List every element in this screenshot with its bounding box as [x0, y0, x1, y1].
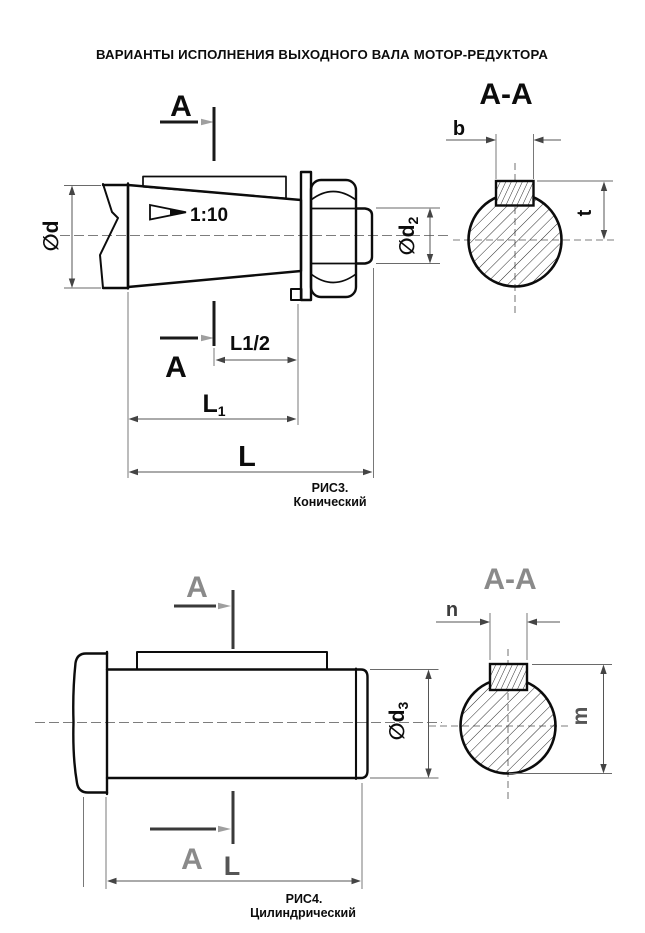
fig3-conical-view [40, 90, 448, 509]
section-view-title: A-A [479, 78, 533, 111]
key-cross-section [490, 664, 527, 690]
fig4-cylindrical-view [35, 571, 442, 920]
section-letter-bottom: A [181, 843, 203, 876]
section-cut-marker-bottom [160, 301, 214, 384]
key-on-shaft [137, 652, 327, 670]
dim-b [446, 118, 561, 179]
dim-l-label: L [223, 851, 241, 881]
dim-l-label: L [238, 441, 256, 473]
fig4-caption-name: Цилиндрический [250, 906, 356, 920]
shaft-cross-section [461, 679, 556, 774]
view-direction-arrow [218, 826, 231, 832]
dim-half-l1-label: L1/2 [229, 333, 271, 355]
view-direction-arrow [201, 335, 214, 341]
fig4-section-view [429, 563, 612, 799]
key-cross-section [496, 181, 534, 206]
section-letter-top: A [186, 571, 208, 604]
dim-l1-label: L1 [202, 390, 226, 419]
view-direction-arrow [201, 119, 214, 125]
dim-d3 [370, 670, 439, 779]
section-cut-marker-bottom [150, 791, 233, 876]
dim-d3-label: ∅d3 [386, 701, 411, 741]
dim-t-label: t [574, 209, 596, 217]
taper-annotation [150, 205, 228, 226]
fig3-caption-id: РИС3. [311, 481, 349, 495]
fig3-section-view [446, 78, 614, 315]
shaft-outline [107, 670, 356, 779]
arrowheads [486, 137, 544, 144]
dim-d-label: ∅d [40, 220, 63, 252]
fig4-caption-id: РИС4. [285, 892, 323, 906]
dim-half-l1 [214, 304, 298, 425]
conical-shaft-body [100, 177, 301, 289]
dim-m-label: m [569, 706, 592, 726]
section-letter-bottom: A [165, 351, 187, 384]
dim-b-label: b [452, 118, 466, 140]
section-cut-marker-top [160, 90, 214, 161]
section-view-title: A-A [483, 563, 537, 596]
section-cut-marker-top [174, 571, 233, 649]
dim-n [436, 599, 560, 660]
nut-facet-arcs [311, 192, 356, 283]
hex-nut [311, 180, 356, 297]
shaft-end-cap [356, 670, 368, 779]
dim-l1 [128, 292, 297, 478]
section-letter-top: A [170, 90, 192, 123]
sheet-title: ВАРИАНТЫ ИСПОЛНЕНИЯ ВЫХОДНОГО ВАЛА МОТОР-РЕДУКТОРА [95, 47, 549, 62]
dim-d [40, 186, 101, 289]
shaft-cross-section [469, 194, 562, 287]
dim-d2-label: ∅d2 [396, 216, 421, 256]
dim-l [84, 783, 363, 889]
taper-ratio-label: 1:10 [190, 205, 229, 226]
arrowheads [480, 619, 537, 626]
fig3-caption-name: Конический [293, 495, 367, 509]
view-direction-arrow [218, 603, 231, 609]
dim-n-label: n [445, 599, 459, 621]
